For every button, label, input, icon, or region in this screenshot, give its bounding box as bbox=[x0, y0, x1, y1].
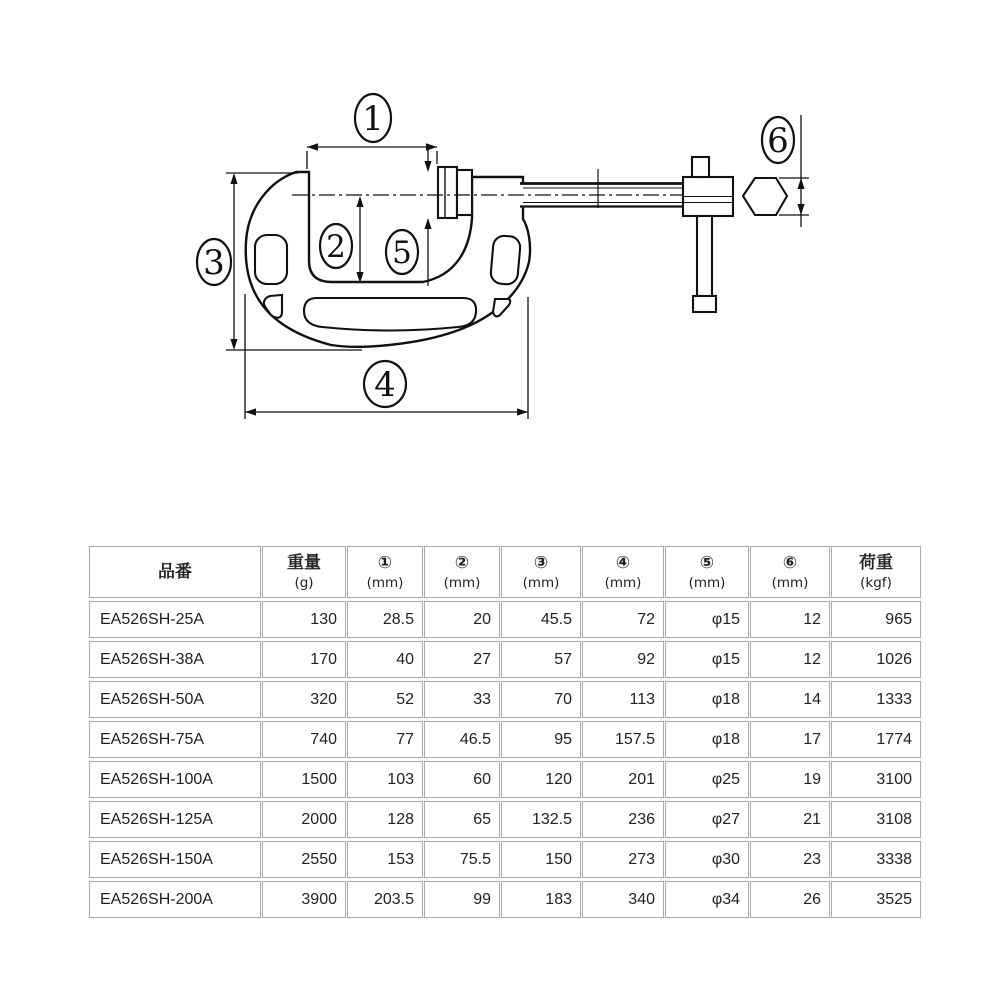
spec-table bbox=[88, 543, 922, 921]
cell-dim2: 60 bbox=[424, 761, 500, 798]
cell-part-number: EA526SH-75A bbox=[89, 721, 261, 758]
dim6-arrow-top bbox=[797, 178, 804, 189]
table-row bbox=[89, 761, 921, 798]
cell-part-number: EA526SH-38A bbox=[89, 641, 261, 678]
callout-1-label: 1 bbox=[362, 99, 384, 139]
cell-load: 3338 bbox=[831, 841, 921, 878]
cell-load: 965 bbox=[831, 601, 921, 638]
cell-dim4: 236 bbox=[582, 801, 664, 838]
cell-dim3: 183 bbox=[501, 881, 581, 918]
dim3-arrow-bottom bbox=[230, 339, 237, 350]
dim2-arrow-top bbox=[356, 196, 363, 207]
cell-dim6: 26 bbox=[750, 881, 830, 918]
dim5-arrow-down bbox=[424, 161, 431, 172]
cell-dim5: φ15 bbox=[665, 641, 749, 678]
cell-dim6: 23 bbox=[750, 841, 830, 878]
callout-2-label: 2 bbox=[326, 229, 346, 265]
cell-load: 1026 bbox=[831, 641, 921, 678]
cell-dim2: 33 bbox=[424, 681, 500, 718]
handle-bar bbox=[697, 216, 712, 296]
left-cutout bbox=[255, 235, 287, 284]
bottom-slot-cutout bbox=[304, 298, 476, 331]
cell-dim3: 70 bbox=[501, 681, 581, 718]
cell-dim4: 340 bbox=[582, 881, 664, 918]
cell-dim1: 128 bbox=[347, 801, 423, 838]
cell-dim5: φ30 bbox=[665, 841, 749, 878]
cell-dim4: 113 bbox=[582, 681, 664, 718]
hex-head bbox=[743, 178, 787, 215]
cell-part-number: EA526SH-50A bbox=[89, 681, 261, 718]
cell-dim3: 57 bbox=[501, 641, 581, 678]
dim4-arrow-left bbox=[245, 408, 256, 415]
cell-dim1: 153 bbox=[347, 841, 423, 878]
cell-dim1: 52 bbox=[347, 681, 423, 718]
cell-dim1: 28.5 bbox=[347, 601, 423, 638]
cell-weight: 1500 bbox=[262, 761, 346, 798]
cell-load: 3100 bbox=[831, 761, 921, 798]
col-header-dim4: ④ (mm) bbox=[582, 546, 664, 598]
cell-dim3: 95 bbox=[501, 721, 581, 758]
cell-dim4: 201 bbox=[582, 761, 664, 798]
cell-weight: 740 bbox=[262, 721, 346, 758]
cell-dim6: 14 bbox=[750, 681, 830, 718]
dim4-arrow-right bbox=[517, 408, 528, 415]
cell-weight: 2000 bbox=[262, 801, 346, 838]
col-header-weight: 重量 (g) bbox=[262, 546, 346, 598]
cell-dim6: 12 bbox=[750, 641, 830, 678]
cell-weight: 130 bbox=[262, 601, 346, 638]
cell-dim4: 92 bbox=[582, 641, 664, 678]
cell-dim5: φ34 bbox=[665, 881, 749, 918]
cell-dim3: 132.5 bbox=[501, 801, 581, 838]
cell-dim6: 17 bbox=[750, 721, 830, 758]
cell-part-number: EA526SH-200A bbox=[89, 881, 261, 918]
table-row bbox=[89, 841, 921, 878]
col-header-dim2: ② (mm) bbox=[424, 546, 500, 598]
cell-part-number: EA526SH-100A bbox=[89, 761, 261, 798]
callout-5-label: 5 bbox=[392, 235, 412, 271]
cell-dim2: 20 bbox=[424, 601, 500, 638]
dim1-arrow-left bbox=[307, 143, 318, 151]
cell-dim2: 65 bbox=[424, 801, 500, 838]
screw-collar bbox=[457, 170, 472, 215]
cell-dim5: φ18 bbox=[665, 681, 749, 718]
col-header-dim3: ③ (mm) bbox=[501, 546, 581, 598]
col-header-part-number: 品番 bbox=[89, 546, 261, 598]
cell-dim1: 203.5 bbox=[347, 881, 423, 918]
table-row bbox=[89, 881, 921, 918]
table-row bbox=[89, 601, 921, 638]
cell-part-number: EA526SH-150A bbox=[89, 841, 261, 878]
cell-dim6: 21 bbox=[750, 801, 830, 838]
cell-dim6: 19 bbox=[750, 761, 830, 798]
cell-weight: 320 bbox=[262, 681, 346, 718]
dim5-arrow-up bbox=[424, 218, 431, 229]
cell-dim1: 103 bbox=[347, 761, 423, 798]
callout-6-label: 6 bbox=[767, 121, 789, 161]
table-row bbox=[89, 801, 921, 838]
dim3-arrow-top bbox=[230, 173, 237, 184]
cell-load: 1333 bbox=[831, 681, 921, 718]
table-row bbox=[89, 641, 921, 678]
cell-dim2: 27 bbox=[424, 641, 500, 678]
left-triangle-cutout bbox=[264, 295, 282, 318]
dim6-arrow-bottom bbox=[797, 204, 804, 215]
cell-dim4: 72 bbox=[582, 601, 664, 638]
right-cutout bbox=[490, 235, 521, 285]
cell-dim5: φ18 bbox=[665, 721, 749, 758]
cell-dim1: 77 bbox=[347, 721, 423, 758]
col-header-load: 荷重 (kgf) bbox=[831, 546, 921, 598]
table-row bbox=[89, 721, 921, 758]
cell-load: 1774 bbox=[831, 721, 921, 758]
callout-4-label: 4 bbox=[374, 365, 396, 405]
swivel-pad bbox=[438, 167, 457, 218]
col-header-dim1: ① (mm) bbox=[347, 546, 423, 598]
cell-load: 3108 bbox=[831, 801, 921, 838]
cell-dim5: φ27 bbox=[665, 801, 749, 838]
cell-dim6: 12 bbox=[750, 601, 830, 638]
cell-weight: 2550 bbox=[262, 841, 346, 878]
handle-knob bbox=[692, 157, 709, 177]
cell-dim2: 46.5 bbox=[424, 721, 500, 758]
cell-part-number: EA526SH-25A bbox=[89, 601, 261, 638]
header-row bbox=[89, 546, 921, 598]
cell-weight: 170 bbox=[262, 641, 346, 678]
table-row bbox=[89, 681, 921, 718]
cell-dim5: φ25 bbox=[665, 761, 749, 798]
right-triangle-cutout bbox=[493, 299, 510, 316]
callout-3-label: 3 bbox=[203, 243, 225, 283]
cell-dim4: 157.5 bbox=[582, 721, 664, 758]
cell-dim2: 99 bbox=[424, 881, 500, 918]
cell-load: 3525 bbox=[831, 881, 921, 918]
col-header-dim6: ⑥ (mm) bbox=[750, 546, 830, 598]
cell-dim2: 75.5 bbox=[424, 841, 500, 878]
cell-dim5: φ15 bbox=[665, 601, 749, 638]
col-header-dim5: ⑤ (mm) bbox=[665, 546, 749, 598]
cell-dim4: 273 bbox=[582, 841, 664, 878]
c-clamp-technical-drawing bbox=[0, 0, 1000, 470]
handle-bar-end-cap bbox=[693, 296, 716, 312]
cell-dim3: 120 bbox=[501, 761, 581, 798]
cell-weight: 3900 bbox=[262, 881, 346, 918]
cell-dim3: 150 bbox=[501, 841, 581, 878]
cell-dim1: 40 bbox=[347, 641, 423, 678]
cell-dim3: 45.5 bbox=[501, 601, 581, 638]
cell-part-number: EA526SH-125A bbox=[89, 801, 261, 838]
